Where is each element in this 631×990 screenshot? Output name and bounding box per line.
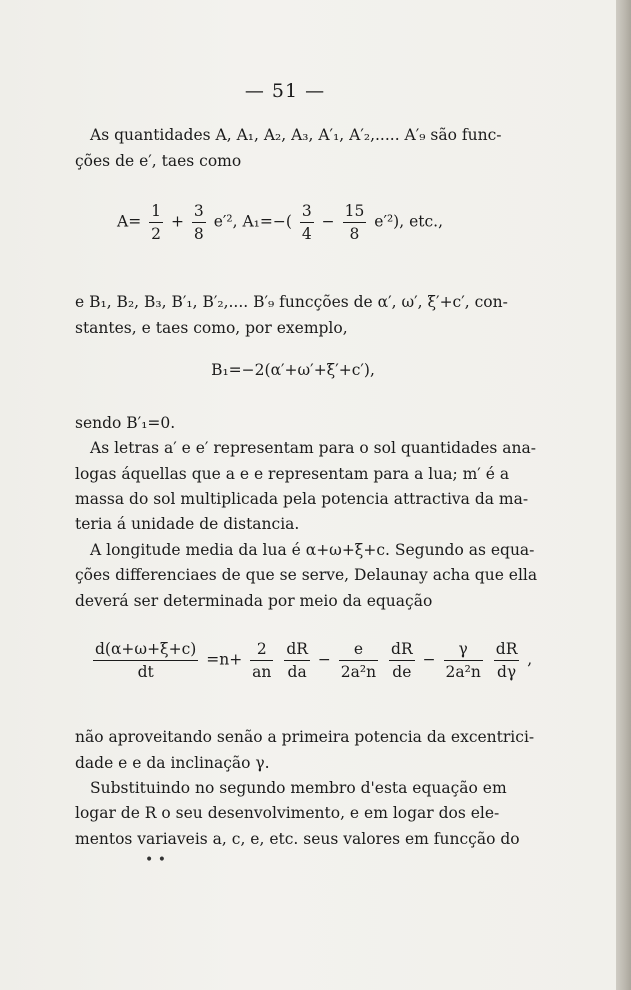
- paragraph-5-line-1: não aproveitando senão a primeira potencia da excentrici-: [75, 728, 535, 746]
- paragraph-1-line-1: As quantidades A, A₁, A₂, A₃, A′₁, A′₂,..... A′₉ são func-: [90, 126, 502, 144]
- paragraph-1-line-2: ções de e′, taes como: [75, 152, 242, 170]
- formula-3-frac-7: $\frac{dR}{d\gamma}$: [495, 640, 518, 681]
- paragraph-3-line-4: massa do sol multiplicada pela potencia attractiva da ma-: [75, 490, 529, 508]
- page-edge: [616, 0, 631, 990]
- formula-3-frac-3: $\frac{dR}{da}$: [286, 640, 308, 681]
- formula-1-frac-2: $\frac{3}{8}$: [193, 202, 204, 243]
- paragraph-3-line-3: logas áquellas que a e e representam para a lua; m′ é a: [75, 465, 510, 483]
- formula-3-frac-2: $\frac{2}{an}$: [252, 640, 272, 681]
- paragraph-4-line-3: deverá ser determinada por meio da equação: [75, 592, 433, 610]
- paragraph-6-line-2: logar de R o seu desenvolvimento, e em logar dos ele-: [75, 804, 500, 822]
- formula-1-lhs: A=: [117, 212, 142, 231]
- paragraph-4-line-1: A longitude media da lua é α+ω+ξ+c. Segundo as equa-: [90, 541, 535, 559]
- paragraph-4-line-2: ções differenciaes de que se serve, Delaunay acha que ella: [75, 566, 538, 584]
- paragraph-6-line-3: mentos variaveis a, c, e, etc. seus valores em funcção do: [75, 830, 520, 848]
- formula-1-frac-4: $\frac{15}{8}$: [344, 202, 365, 243]
- paragraph-3-line-1: sendo B′₁=0.: [75, 414, 176, 432]
- formula-3-lhs-frac: $\frac{d(\alpha+\omega+\xi+c)}{dt}$: [95, 640, 197, 681]
- paragraph-5-line-2: dade e e da inclinação γ.: [75, 754, 270, 772]
- paragraph-3-line-2: As letras a′ e e′ representam para o sol quantidades ana-: [90, 439, 536, 457]
- formula-2: B₁=−2(α′+ω′+ξ′+c′),: [211, 361, 375, 379]
- formula-1-frac-1: $\frac{1}{2}$: [151, 202, 161, 243]
- formula-1-frac-3: $\frac{3}{4}$: [301, 202, 312, 243]
- formula-1: A= $\frac{1}{2}$ + $\frac{3}{8}$ e′², A₁=−( $\frac{3}{4}$ − $\frac{15}{8}$ e′²), etc.,: [117, 202, 444, 243]
- formula-3-frac-4: $\frac{e}{\text{2a²n}}$: [340, 640, 377, 681]
- paragraph-6-line-1: Substituindo no segundo membro d'esta equação em: [90, 779, 507, 797]
- paragraph-2-line-1: e B₁, B₂, B₃, B′₁, B′₂,.... B′₉ funcções de α′, ω′, ξ′+c′, con-: [75, 293, 508, 311]
- paragraph-2-line-2: stantes, e taes como, por exemplo,: [75, 319, 348, 337]
- formula-3-frac-6: $\frac{\gamma}{\text{2a²n}}$: [445, 640, 481, 681]
- formula-3-frac-5: $\frac{dR}{de}$: [391, 640, 413, 681]
- formula-3: $\frac{d(\alpha+\omega+\xi+c)}{dt}$ =n+ $\frac{2}{an}$ $\frac{dR}{da}$ − $\frac{e}{\text{2a²n}}$ $\frac{dR}{de}$ − $\frac{\gamma}{\text{2a²n}}$ $\frac{dR}{d\gamma}$ ,: [95, 640, 533, 681]
- paragraph-3-line-5: teria á unidade de distancia.: [75, 515, 300, 533]
- signature-mark: • •: [145, 852, 166, 868]
- page-number: — 51 —: [244, 80, 326, 102]
